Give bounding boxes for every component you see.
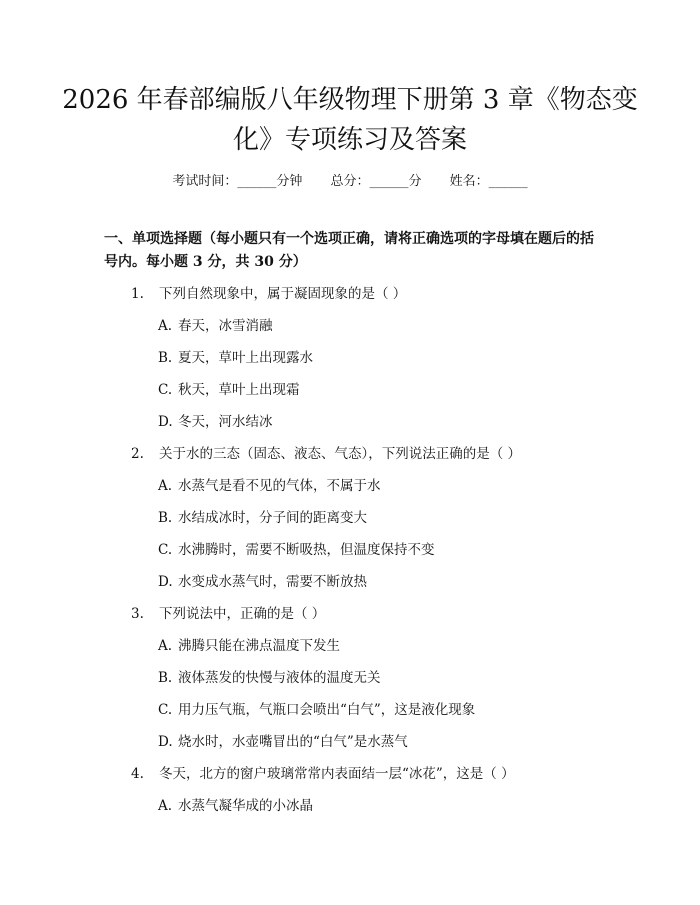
option	[158, 698, 475, 718]
option	[158, 666, 381, 686]
exam-name: 姓名：______	[449, 174, 528, 189]
exam-time: 考试时间：______分钟	[172, 174, 303, 189]
option	[158, 410, 273, 430]
option-text: 水蒸气凝华成的小冰晶	[178, 798, 313, 814]
question-number: 2.	[131, 446, 144, 462]
question-number: 1.	[131, 286, 144, 302]
option	[158, 314, 273, 334]
option-letter: C.	[158, 382, 173, 398]
option-letter: A.	[158, 318, 173, 334]
option-letter: B.	[158, 670, 173, 686]
option-letter: B.	[158, 510, 173, 526]
option-text: 水沸腾时，需要不断吸热，但温度保持不变	[178, 542, 435, 558]
section-heading-single-choice: 一、单项选择题（每小题只有一个选项正确，请将正确选项的字母填在题后的括号内。每小题 3 分，共 30 分）	[104, 231, 594, 270]
option-text: 液体蒸发的快慢与液体的温度无关	[178, 670, 381, 686]
option	[158, 378, 300, 398]
question-text: 冬天，北方的窗户玻璃常常内表面结一层“冰花”，这是（ ）	[159, 766, 515, 782]
option-letter: D.	[158, 734, 173, 750]
option	[158, 506, 367, 526]
option-text: 夏天，草叶上出现露水	[178, 350, 313, 366]
option-letter: B.	[158, 350, 173, 366]
exam-meta	[0, 170, 700, 189]
question-text: 关于水的三态（固态、液态、气态），下列说法正确的是（ ）	[159, 446, 522, 462]
option	[158, 730, 408, 750]
option-text: 水变成水蒸气时，需要不断放热	[178, 574, 367, 590]
question	[131, 762, 515, 782]
exam-total-score: 总分：______分	[330, 174, 422, 189]
question-number: 3.	[131, 606, 144, 622]
option-letter: D.	[158, 414, 173, 430]
option	[158, 570, 367, 590]
option	[158, 794, 313, 814]
question	[131, 602, 325, 622]
option-letter: D.	[158, 574, 173, 590]
option	[158, 538, 435, 558]
question	[131, 282, 406, 302]
option-text: 烧水时，水壶嘴冒出的“白气”是水蒸气	[178, 734, 408, 750]
option-letter: A.	[158, 798, 173, 814]
question	[131, 442, 521, 462]
option	[158, 346, 313, 366]
option-text: 水蒸气是看不见的气体，不属于水	[178, 478, 381, 494]
option-letter: A.	[158, 478, 173, 494]
option-text: 用力压气瓶，气瓶口会喷出“白气”，这是液化现象	[178, 702, 476, 718]
option-text: 春天，冰雪消融	[178, 318, 273, 334]
option	[158, 474, 381, 494]
question-text: 下列说法中，正确的是（ ）	[159, 606, 326, 622]
option-text: 冬天，河水结冰	[178, 414, 273, 430]
question-text: 下列自然现象中，属于凝固现象的是（ ）	[159, 286, 407, 302]
option	[158, 634, 340, 654]
option-text: 水结成冰时，分子间的距离变大	[178, 510, 367, 526]
option-letter: A.	[158, 638, 173, 654]
document-title: 2026 年春部编版八年级物理下册第 3 章《物态变化》专项练习及答案	[62, 85, 638, 155]
option-text: 沸腾只能在沸点温度下发生	[178, 638, 340, 654]
option-text: 秋天，草叶上出现霜	[178, 382, 300, 398]
option-letter: C.	[158, 542, 173, 558]
option-letter: C.	[158, 702, 173, 718]
question-number: 4.	[131, 766, 144, 782]
